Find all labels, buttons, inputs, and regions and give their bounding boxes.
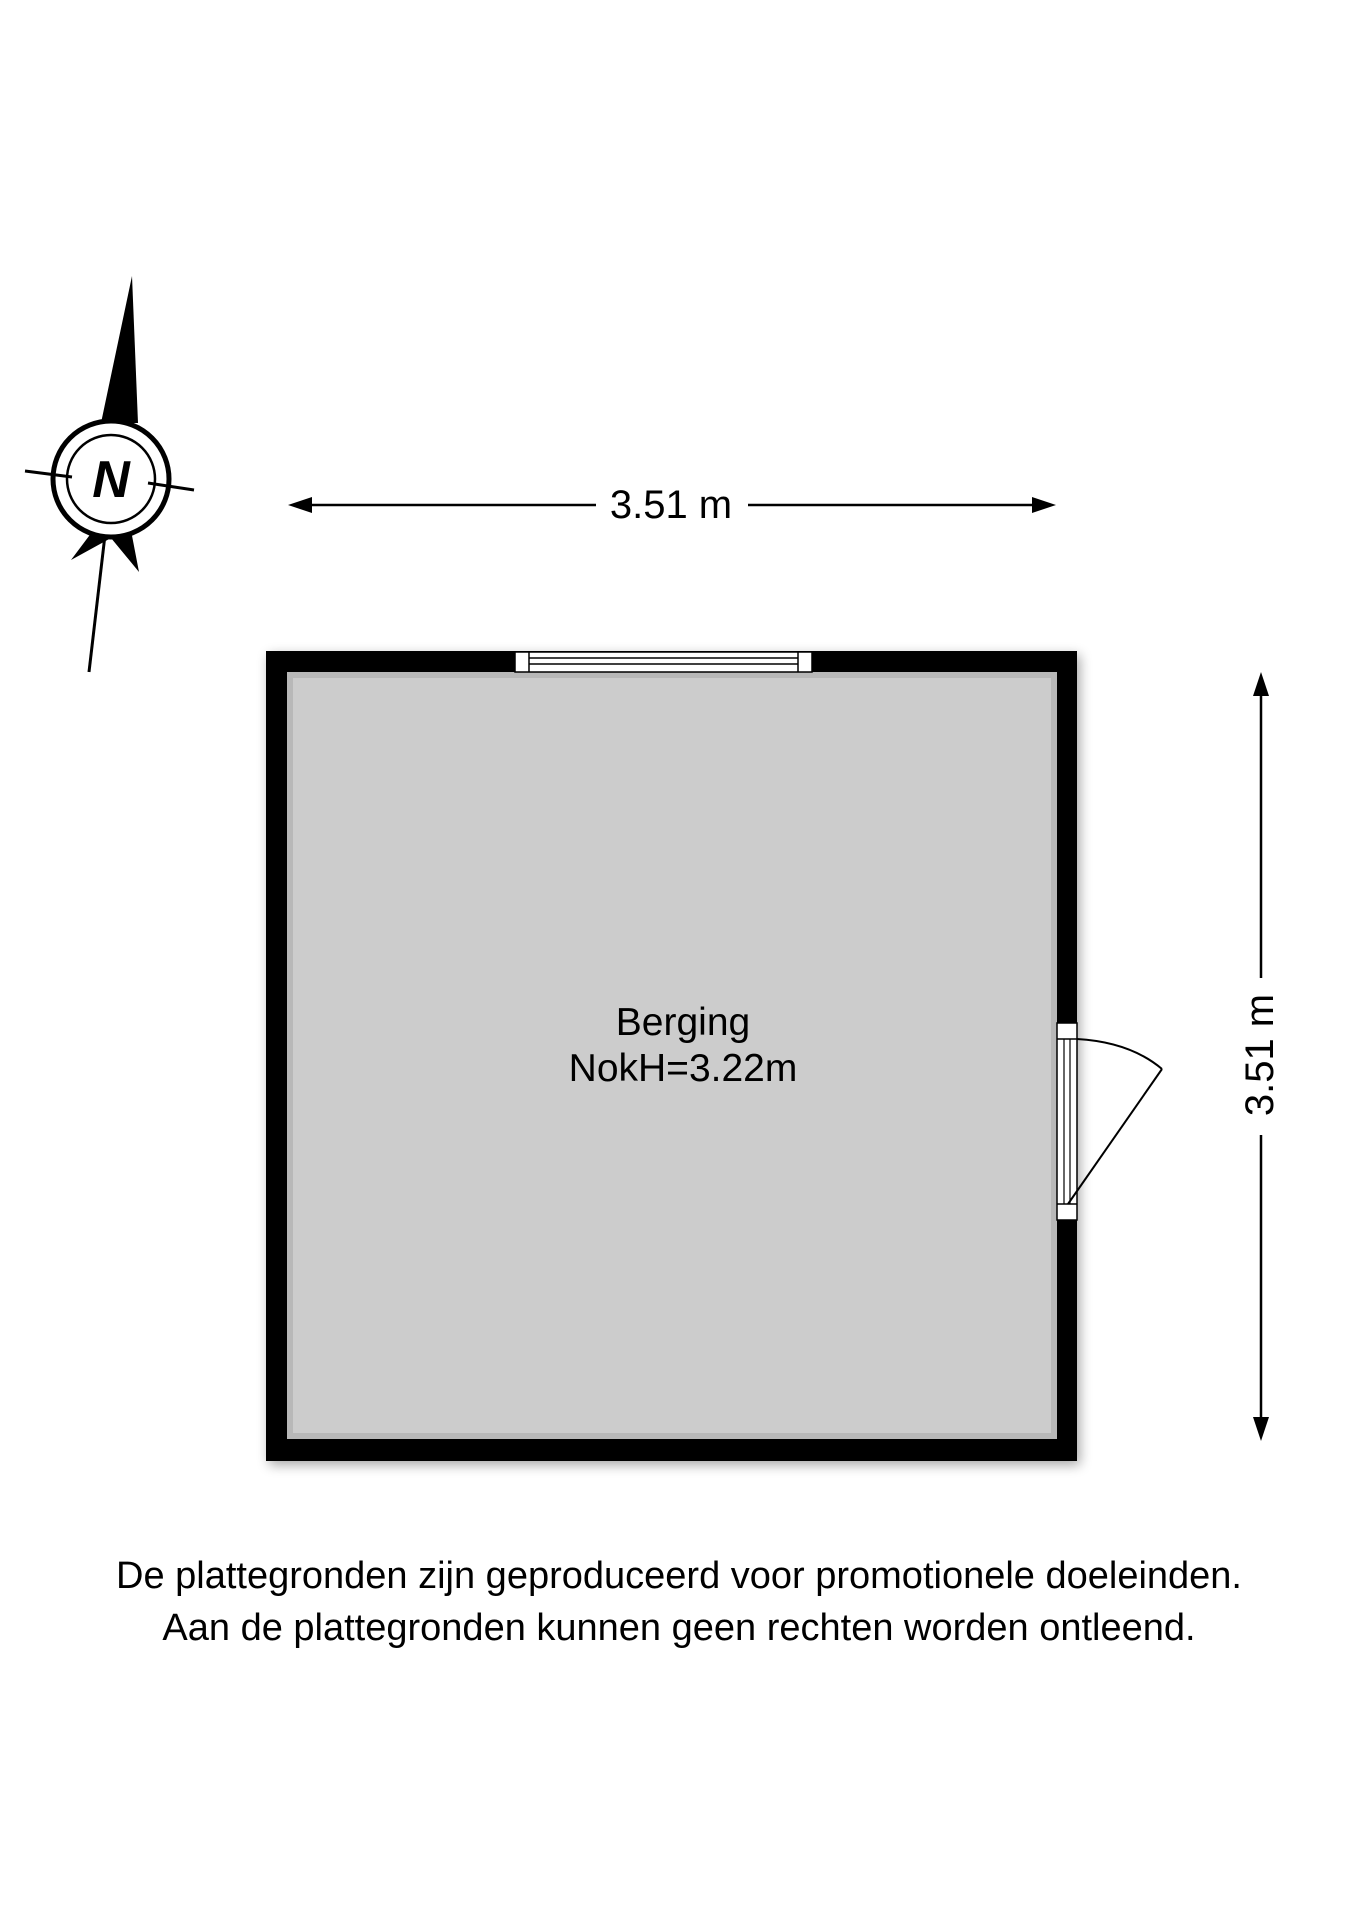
compass-north-label: N [92, 451, 130, 509]
door-right-wall [1057, 1023, 1162, 1220]
disclaimer-line-2: Aan de plattegronden kunnen geen rechten worden ontleend. [162, 1607, 1196, 1649]
arrow-up-icon [1253, 672, 1269, 696]
room-ridge-height: NokH=3.22m [568, 1047, 798, 1090]
depth-dimension-label: 3.51 m [1237, 980, 1283, 1130]
disclaimer-line-1: De plattegronden zijn geproduceerd voor promotionele doeleinden. [116, 1555, 1242, 1597]
arrow-down-icon [1253, 1417, 1269, 1441]
disclaimer [0, 1550, 1358, 1654]
arrow-left-icon [288, 497, 312, 513]
width-dimension-label: 3.51 m [596, 482, 746, 528]
arrow-right-icon [1032, 497, 1056, 513]
room-name: Berging [615, 1001, 751, 1044]
window-top-wall [515, 652, 812, 672]
